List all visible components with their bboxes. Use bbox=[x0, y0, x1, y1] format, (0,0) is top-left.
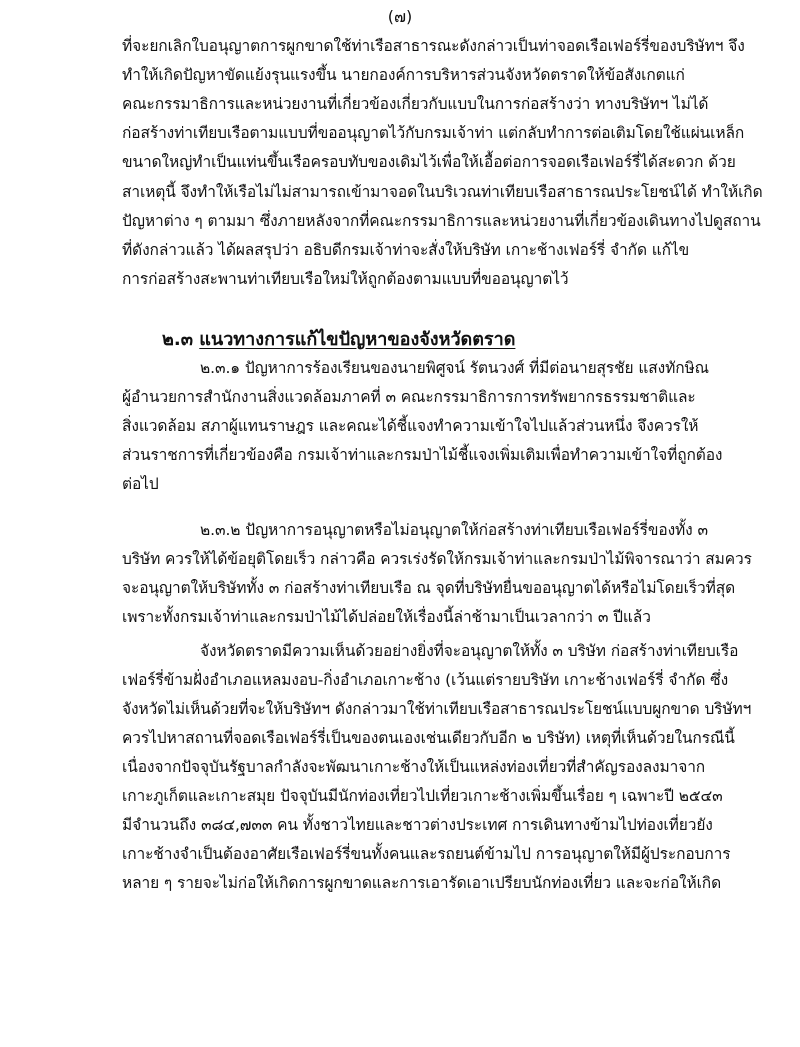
text-line: หลาย ๆ รายจะไม่ก่อให้เกิดการผูกขาดและการเอารัดเอาเปรียบนักท่องเที่ยว และจะก่อให้เกิด bbox=[122, 874, 722, 892]
text-line: ผู้อำนวยการสำนักงานสิ่งแวดล้อมภาคที่ ๓ คณะกรรมาธิการการทรัพยากรธรรมชาติและ bbox=[122, 388, 696, 406]
text-line: ขนาดใหญ่ทำเป็นแท่นขึ้นเรือครอบทับของเดิมไว้เพื่อให้เอื้อต่อการจอดเรือเฟอร์รี่ได้สะดวก ด้วย bbox=[122, 153, 736, 171]
text-line: ก่อสร้างท่าเทียบเรือตามแบบที่ขออนุญาตไว้กับกรมเจ้าท่า แต่กลับทำการต่อเติมโดยใช้แผ่นเหล็ก bbox=[122, 124, 745, 142]
text-line: เนื่องจากปัจจุบันรัฐบาลกำลังจะพัฒนาเกาะช้างให้เป็นแหล่งท่องเที่ยวที่สำคัญรองลงมาจาก bbox=[122, 758, 706, 776]
text-line: ๒.๓.๒ ปัญหาการอนุญาตหรือไม่อนุญาตให้ก่อสร้างท่าเทียบเรือเฟอร์รี่ของทั้ง ๓ bbox=[200, 521, 708, 539]
text-line: ปัญหาต่าง ๆ ตามมา ซึ่งภายหลังจากที่คณะกรรมาธิการและหน่วยงานที่เกี่ยวข้องเดินทางไปดูสถาน bbox=[122, 212, 761, 230]
text-line: ส่วนราชการที่เกี่ยวข้องคือ กรมเจ้าท่าและกรมป่าไม้ชี้แจงเพิ่มเติมเพื่อทำความเข้าใจที่ถูกต้อง bbox=[122, 446, 723, 464]
text-line: จะอนุญาตให้บริษัททั้ง ๓ ก่อสร้างท่าเทียบเรือ ณ จุดที่บริษัทยื่นขออนุญาตได้หรือไม่โดยเร็วที่สุด bbox=[122, 579, 736, 597]
text-line: เกาะภูเก็ตและเกาะสมุย ปัจจุบันมีนักท่องเที่ยวไปเที่ยวเกาะช้างเพิ่มขึ้นเรื่อย ๆ เฉพาะปี ๒๕๔๓ bbox=[122, 787, 723, 805]
text-line: เพราะทั้งกรมเจ้าท่าและกรมป่าไม้ได้ปล่อยให้เรื่องนี้ล่าช้ามาเป็นเวลากว่า ๓ ปีแล้ว bbox=[122, 608, 651, 626]
text-line: ๒.๓.๑ ปัญหาการร้องเรียนของนายพิศูจน์ รัตนวงศ์ ที่มีต่อนายสุรชัย แสงทักษิณ bbox=[200, 359, 709, 377]
text-line: คณะกรรมาธิการและหน่วยงานที่เกี่ยวข้องเกี่ยวกับแบบในการก่อสร้างว่า ทางบริษัทฯ ไม่ได้ bbox=[122, 95, 709, 113]
text-line: จังหวัดไม่เห็นด้วยที่จะให้บริษัทฯ ดังกล่าวมาใช้ท่าเทียบเรือสาธารณประโยชน์แบบผูกขาด บริษัทฯ bbox=[122, 700, 752, 718]
text-line: ทำให้เกิดปัญหาขัดแย้งรุนแรงขึ้น นายกองค์การบริหารส่วนจังหวัดตราดให้ข้อสังเกตแก่ bbox=[122, 66, 685, 84]
text-line: สาเหตุนี้ จึงทำให้เรือไม่ไม่สามารถเข้ามาจอดในบริเวณท่าเทียบเรือสาธารณประโยชน์ได้ ทำให้เกิด bbox=[122, 183, 763, 201]
text-line: เฟอร์รี่ข้ามฝั่งอำเภอแหลมงอบ-กิ่งอำเภอเกาะช้าง (เว้นแต่รายบริษัท เกาะช้างเฟอร์รี่ จำกัด ซึ่ง bbox=[122, 671, 729, 689]
text-line: จังหวัดตราดมีความเห็นด้วยอย่างยิ่งที่จะอนุญาตให้ทั้ง ๓ บริษัท ก่อสร้างท่าเทียบเรือ bbox=[200, 642, 739, 660]
text-line: เกาะช้างจำเป็นต้องอาศัยเรือเฟอร์รี่ขนทั้งคนและรถยนต์ข้ามไป การอนุญาตให้มีผู้ประกอบการ bbox=[122, 845, 731, 863]
text-line: สิ่งแวดล้อม สภาผู้แทนราษฎร และคณะได้ชี้แจงทำความเข้าใจไปแล้วส่วนหนึ่ง จึงควรให้ bbox=[122, 417, 699, 435]
text-line: ที่จะยกเลิกใบอนุญาตการผูกขาดใช้ท่าเรือสาธารณะดังกล่าวเป็นท่าจอดเรือเฟอร์รี่ของบริษัทฯ จึง bbox=[122, 37, 745, 55]
text-line: ต่อไป bbox=[122, 475, 159, 493]
text-line: ควรไปหาสถานที่จอดเรือเฟอร์รี่เป็นของตนเองเช่นเดียวกับอีก ๒ บริษัท) เหตุที่เห็นด้วยในกรณีนี้ bbox=[122, 729, 735, 747]
section-heading-number: ๒.๓ bbox=[162, 329, 194, 350]
text-line: ที่ดังกล่าวแล้ว ได้ผลสรุปว่า อธิบดีกรมเจ้าท่าจะสั่งให้บริษัท เกาะช้างเฟอร์รี่ จำกัด แก้ไข bbox=[122, 241, 690, 259]
section-heading-title: แนวทางการแก้ไขปัญหาของจังหวัดตราด bbox=[199, 329, 516, 350]
text-line: มีจำนวนถึง ๓๘๔,๗๓๓ คน ทั้งชาวไทยและชาวต่างประเทศ การเดินทางข้ามไปท่องเที่ยวยัง bbox=[122, 816, 713, 834]
text-line: การก่อสร้างสะพานท่าเทียบเรือใหม่ให้ถูกต้องตามแบบที่ขออนุญาตไว้ bbox=[122, 270, 569, 288]
section-heading bbox=[162, 327, 515, 353]
page-number: (๗) bbox=[387, 7, 413, 26]
text-line: บริษัท ควรให้ได้ข้อยุติโดยเร็ว กล่าวคือ ควรเร่งรัดให้กรมเจ้าท่าและกรมป่าไม้พิจารณาว่า สมควร bbox=[122, 550, 752, 568]
